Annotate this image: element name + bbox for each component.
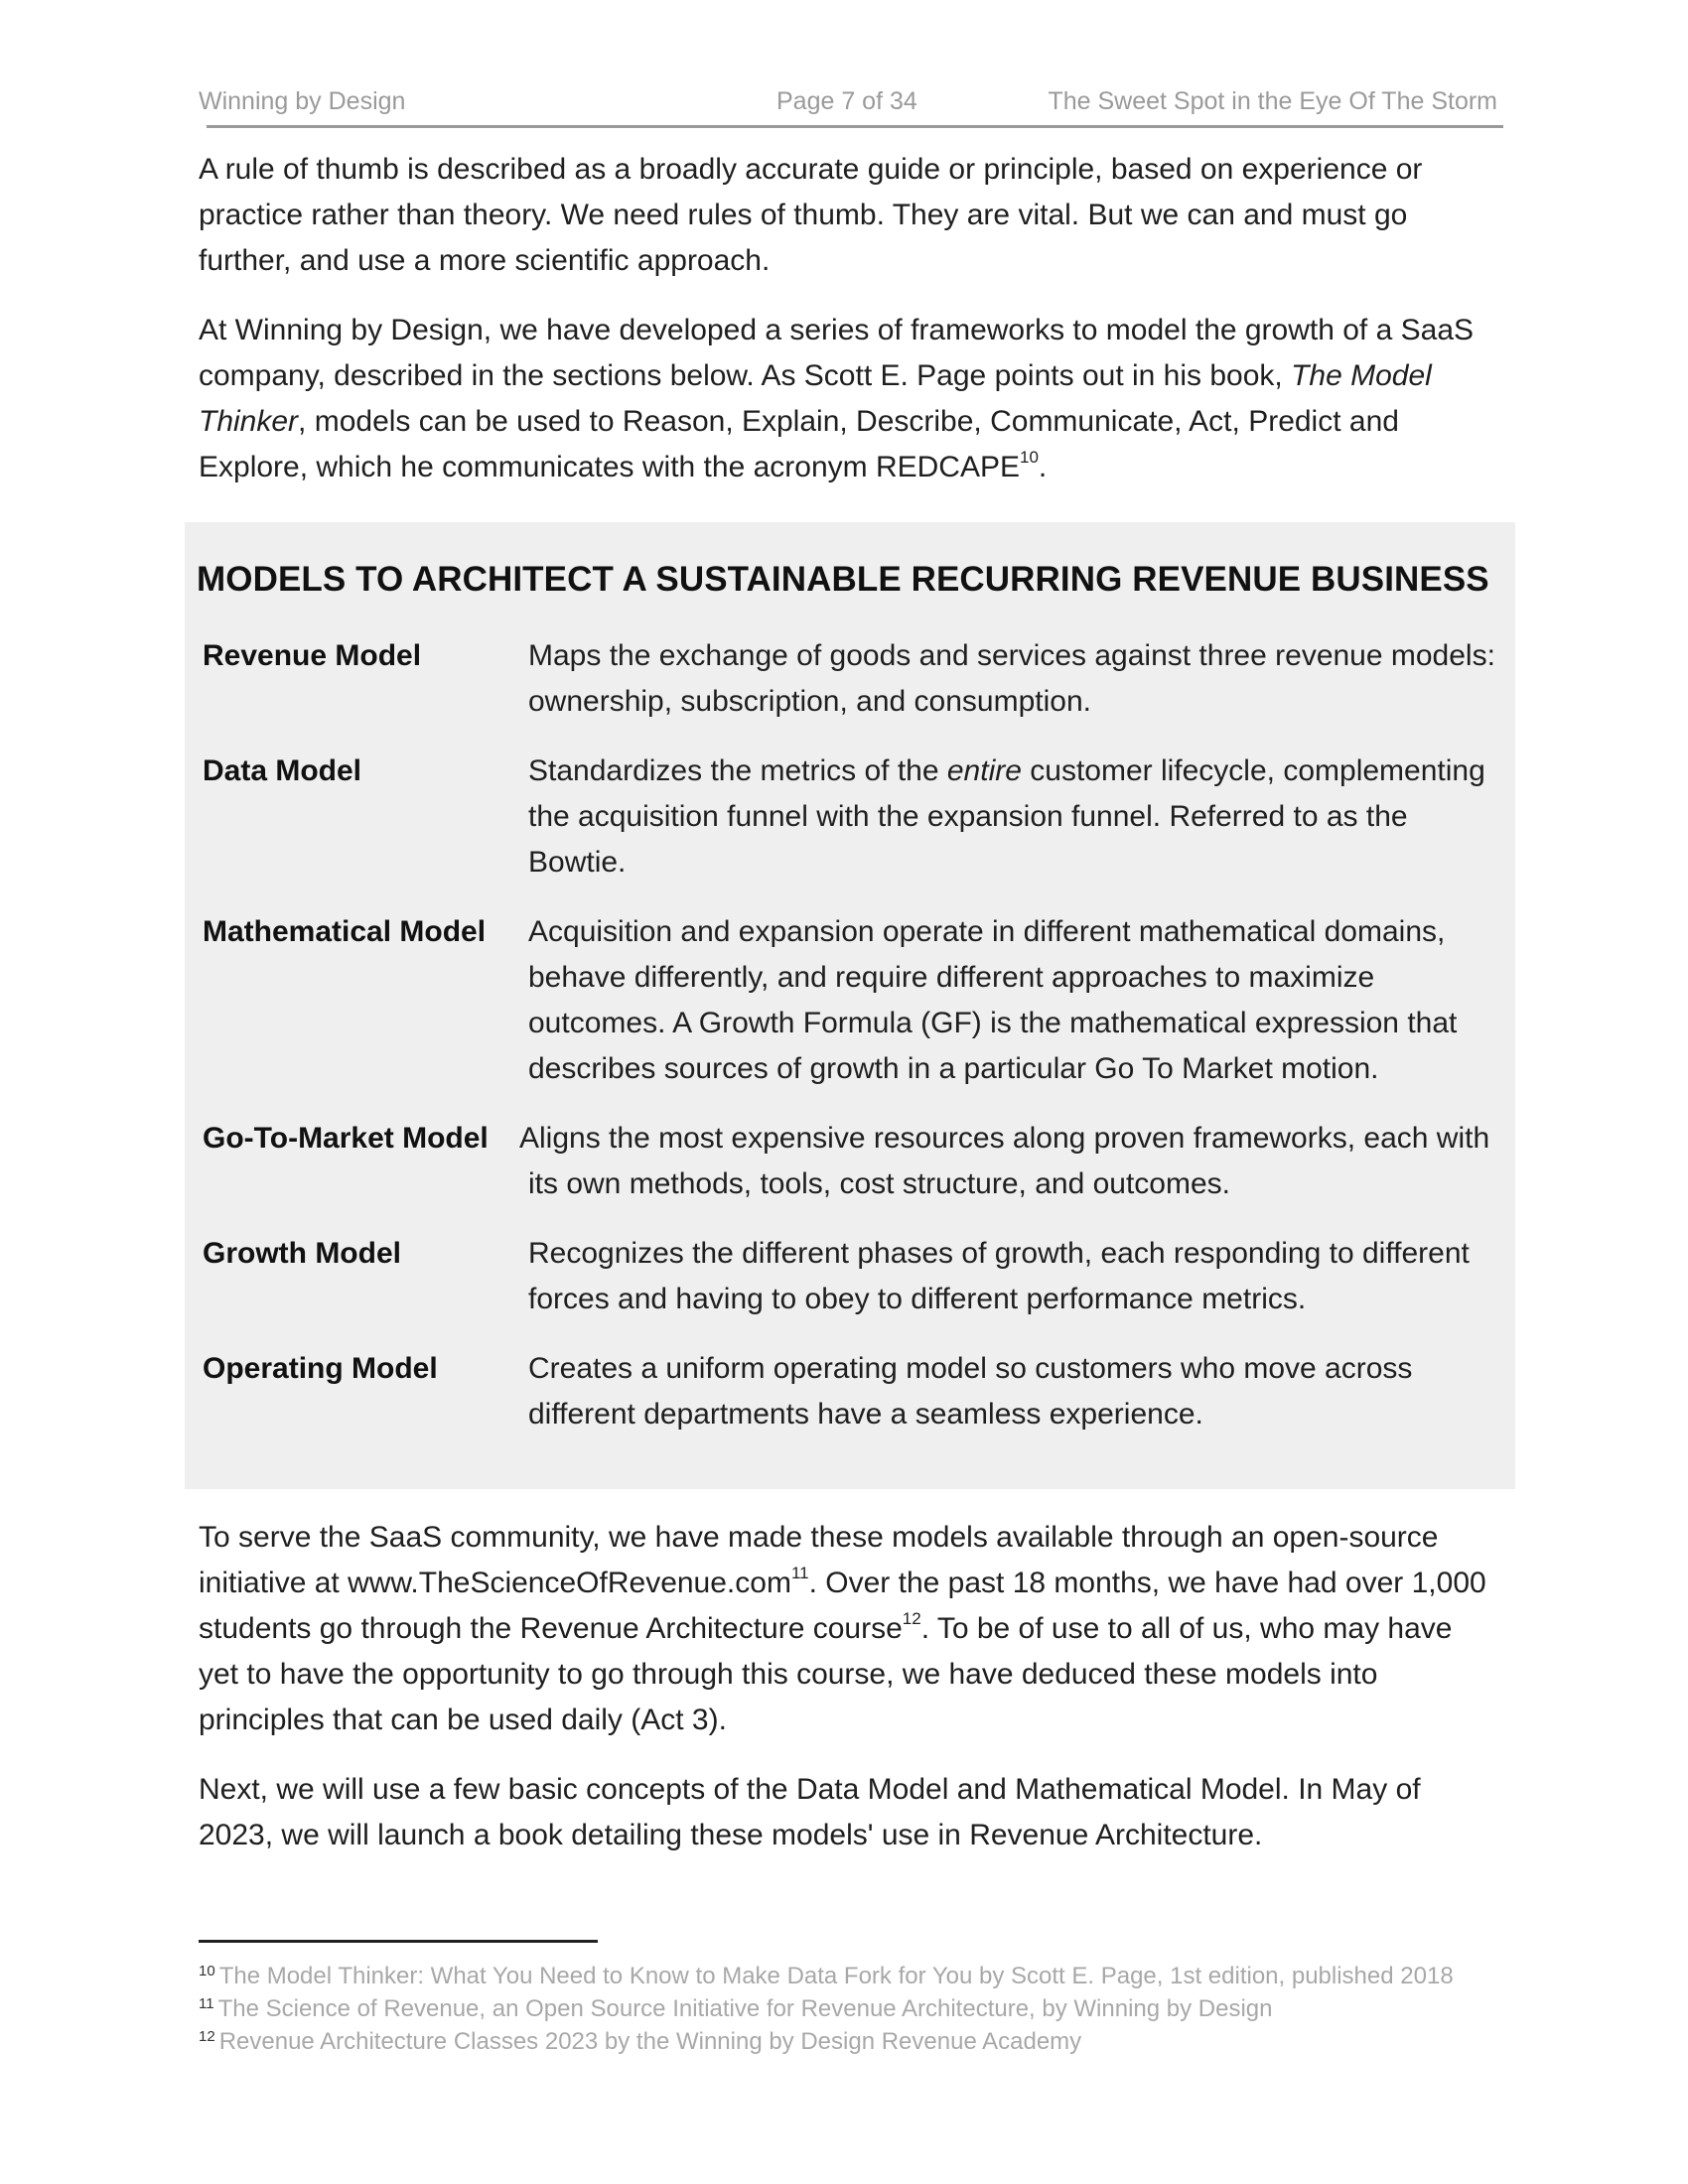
footnote-number: 10	[199, 1963, 215, 1979]
footnote-12	[199, 2025, 1081, 2058]
model-description: Aligns the most expensive resources along proven frameworks, each with its own methods, tools, cost structure, and outcomes.	[519, 1122, 1490, 1200]
model-description: Recognizes the different phases of growth, each responding to different forces and having to obey to different performance metrics.	[528, 1237, 1470, 1315]
footnote-number: 11	[199, 1995, 214, 2012]
outro-p3-text-c: . To be of use to all of us, who may have yet to have the opportunity to go through this course, we have deduced these models into principles that can be used daily (Act 3).	[199, 1612, 1453, 1736]
models-box	[185, 522, 1515, 1489]
footnote-text: Revenue Architecture Classes 2023 by the Winning by Design Revenue Academy	[218, 2028, 1082, 2055]
intro-p2-text-b: , models can be used to Reason, Explain, Describe, Communicate, Act, Predict and Explore, which he communicates with the acronym REDCAPE	[199, 405, 1399, 483]
footnote-ref-12[interactable]: 12	[902, 1609, 921, 1628]
header-page-number: Page 7 of 34	[776, 87, 917, 115]
model-description-emphasis: entire	[946, 754, 1022, 787]
model-name: Mathematical Model	[203, 915, 487, 948]
footnote-ref-10[interactable]: 10	[1020, 448, 1039, 467]
model-description: Creates a uniform operating model so customers who move across different departments have a seamless experience.	[528, 1352, 1413, 1431]
footnote-text: The Model Thinker: What You Need to Know to Make Data Fork for You by Scott E. Page, 1st edition, published 2018	[218, 1963, 1454, 1989]
outro-paragraph-2: Next, we will use a few basic concepts of the Data Model and Mathematical Model. In May of 2023, we will launch a book detailing these models' use in Revenue Architecture.	[199, 1773, 1421, 1851]
header-left-title: Winning by Design	[199, 87, 406, 115]
footnote-10	[199, 1960, 1454, 1992]
model-name: Growth Model	[203, 1237, 401, 1270]
footnote-divider	[199, 1940, 598, 1943]
footnote-number: 12	[199, 2028, 215, 2045]
model-description: Maps the exchange of goods and services against three revenue models: ownership, subscription, and consumption.	[528, 639, 1495, 718]
model-name: Revenue Model	[203, 639, 422, 672]
header-right-title: The Sweet Spot in the Eye Of The Storm	[1048, 87, 1497, 115]
intro-paragraph-1: A rule of thumb is described as a broadly accurate guide or principle, based on experience or practice rather than theory. We need rules of thumb. They are vital. But we can and must go further, and use a more scientific approach.	[199, 153, 1423, 277]
model-description-text-b: customer lifecycle, complementing the acquisition funnel with the expansion funnel. Referred to as the Bowtie.	[528, 754, 1485, 879]
model-name: Operating Model	[203, 1352, 438, 1385]
book-title: The Model Thinker	[199, 359, 1432, 438]
footnote-text: The Science of Revenue, an Open Source Initiative for Revenue Architecture, by Winning by Design	[217, 1995, 1273, 2022]
model-name: Go-To-Market Model	[203, 1122, 489, 1155]
footnote-11	[199, 1992, 1273, 2025]
intro-paragraph-2	[199, 308, 1499, 490]
outro-p3-text-b: . Over the past 18 months, we have had over 1,000 students go through the Revenue Architecture course	[199, 1567, 1486, 1645]
header-divider	[207, 125, 1503, 128]
intro-p2-text-a: At Winning by Design, we have developed a series of frameworks to model the growth of a SaaS company, described in the sections below. As Scott E. Page points out in his book,	[199, 314, 1475, 392]
outro-p3-text-a: To serve the SaaS community, we have made these models available through an open-source initiative at www.TheScienceOfRevenue.com	[199, 1521, 1439, 1599]
model-name: Data Model	[203, 754, 362, 787]
footnote-ref-11[interactable]: 11	[790, 1564, 809, 1582]
model-description	[528, 749, 1501, 886]
models-box-title: MODELS TO ARCHITECT A SUSTAINABLE RECURRING REVENUE BUSINESS	[197, 560, 1489, 599]
page-header	[199, 87, 1497, 127]
model-description-text-a: Standardizes the metrics of the	[528, 754, 947, 787]
intro-p2-end: .	[1038, 451, 1048, 483]
model-description: Acquisition and expansion operate in different mathematical domains, behave differently, and require different approaches to maximize outcomes. A Growth Formula (GF) is the mathematical expression that describes sources of growth in a particular Go To Market motion.	[528, 915, 1458, 1085]
outro-paragraph-1	[199, 1515, 1499, 1743]
